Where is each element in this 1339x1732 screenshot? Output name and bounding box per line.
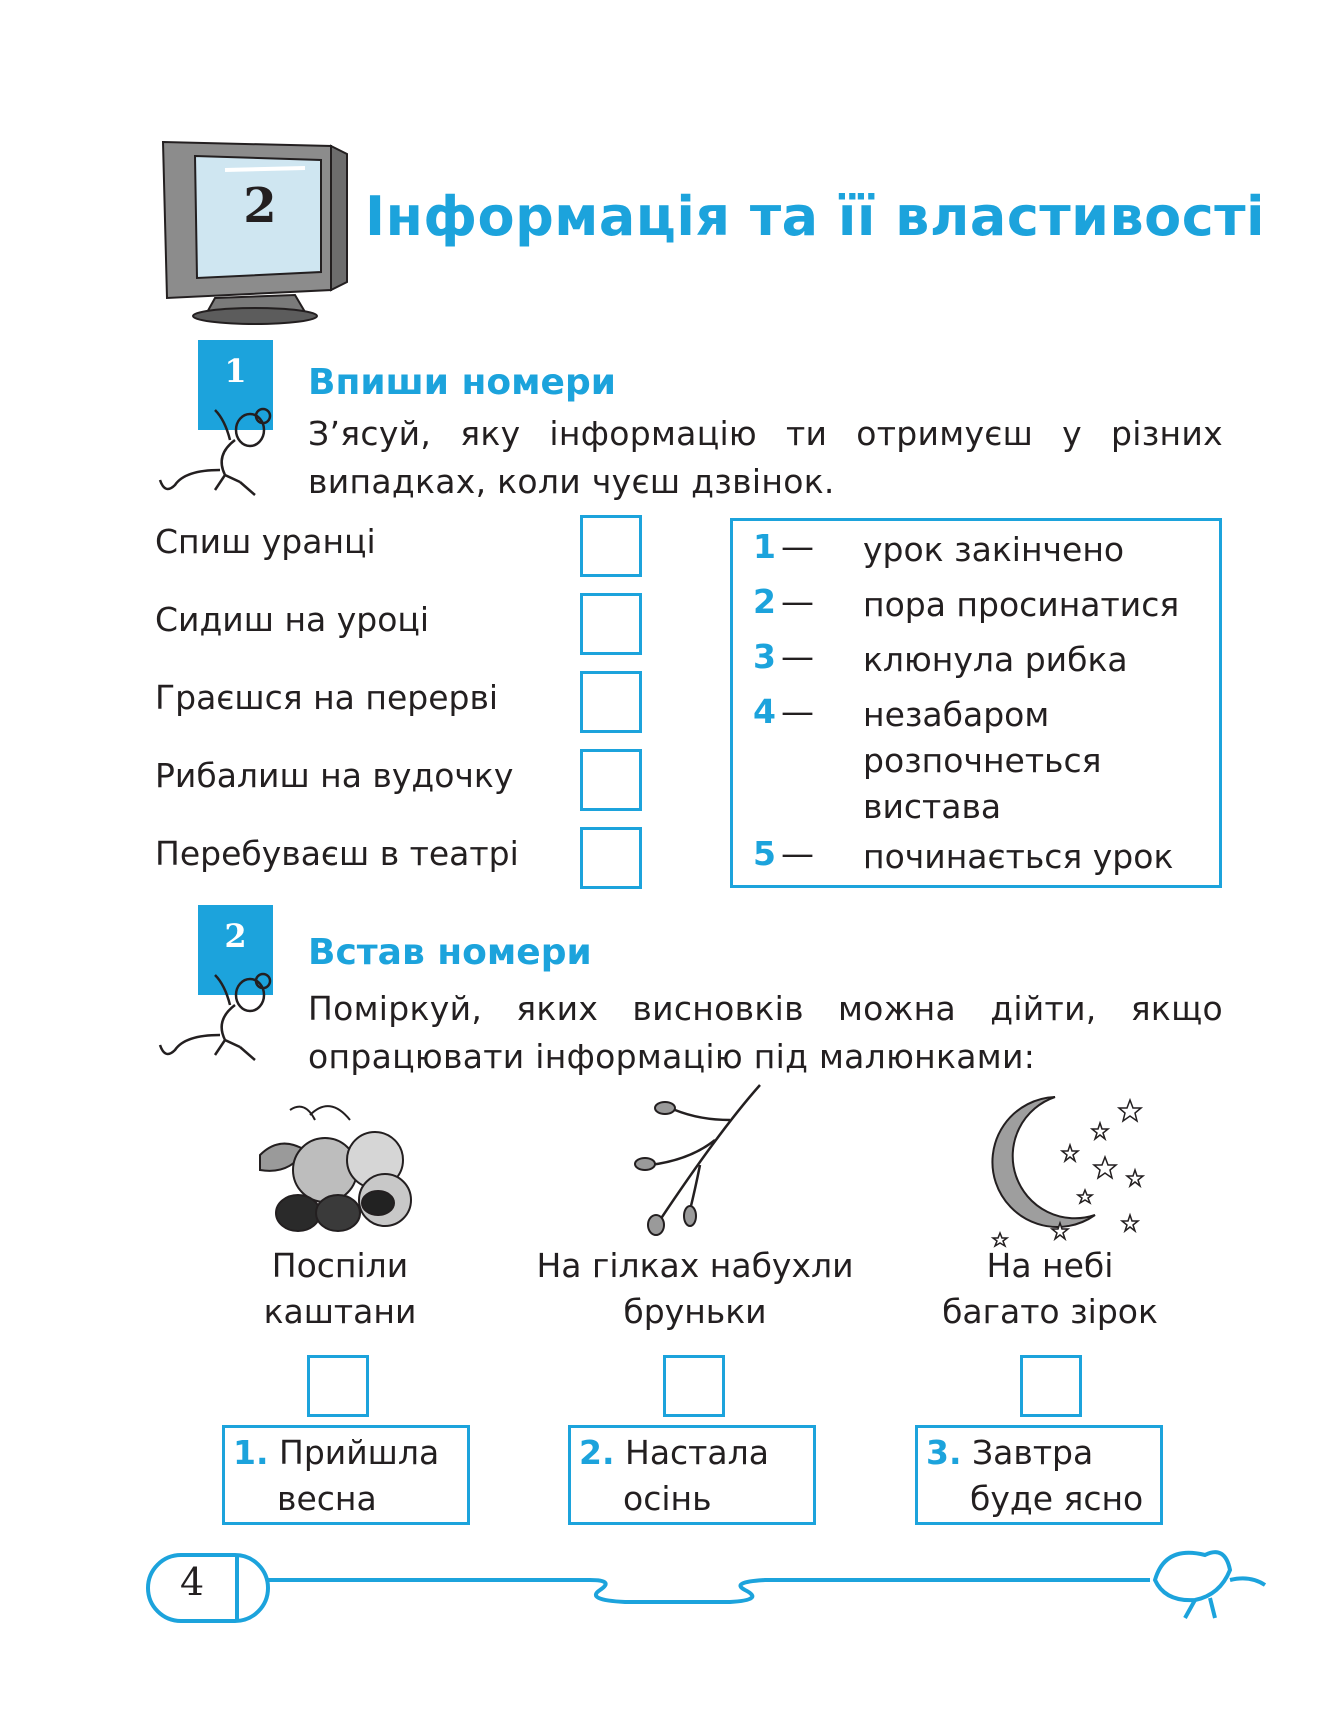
situation-5: Перебуваєш в театрі — [155, 834, 519, 873]
legend-row-4 — [753, 692, 1102, 826]
legend-text: урок закінчено — [863, 530, 1125, 569]
caption-line: бруньки — [623, 1292, 767, 1331]
caption-line: На небі — [986, 1246, 1114, 1285]
legend-text: починається урок — [863, 837, 1174, 876]
conclusion-box-3 — [915, 1425, 1163, 1525]
legend-number: 2 — [753, 582, 776, 621]
caption-line: Поспіли — [271, 1246, 409, 1285]
conclusion-number: 3. — [926, 1433, 962, 1472]
conclusion-line: Завтра — [972, 1433, 1094, 1472]
picture-answer-box-2[interactable] — [663, 1355, 725, 1417]
situation-1: Спиш уранці — [155, 522, 376, 561]
caption-line: На гілках набухли — [536, 1246, 854, 1285]
situation-3: Граєшся на перерві — [155, 678, 499, 717]
answer-box-2[interactable] — [580, 593, 642, 655]
legend-dash: — — [781, 582, 814, 621]
legend-number: 3 — [753, 637, 776, 676]
situation-4: Рибалиш на вудочку — [155, 756, 514, 795]
picture-caption-1 — [200, 1243, 480, 1335]
legend-number: 4 — [753, 692, 776, 731]
conclusion-number: 1. — [233, 1433, 269, 1472]
conclusion-line: Настала — [625, 1433, 769, 1472]
task-1-instructions: З’ясуй, яку інформацію ти отримуєш у різних випадках, коли чуєш дзвінок. — [308, 414, 1223, 501]
conclusion-line: буде ясно — [970, 1479, 1144, 1518]
legend-dash: — — [781, 834, 814, 873]
conclusion-number: 2. — [579, 1433, 615, 1472]
legend-dash: — — [781, 527, 814, 566]
answer-box-5[interactable] — [580, 827, 642, 889]
legend-dash: — — [781, 692, 814, 731]
moon-stars-icon — [960, 1085, 1150, 1250]
legend-number: 1 — [753, 527, 776, 566]
mouse-icon — [155, 400, 285, 500]
caption-line: каштани — [263, 1292, 417, 1331]
task-1-title: Впиши номери — [308, 362, 616, 403]
answer-box-4[interactable] — [580, 749, 642, 811]
legend-text — [863, 692, 1102, 830]
conclusion-box-1 — [222, 1425, 470, 1525]
picture-answer-box-1[interactable] — [307, 1355, 369, 1417]
legend-row-1 — [753, 527, 1125, 569]
legend-text-line: розпочнеться — [863, 741, 1102, 780]
situation-2: Сидиш на уроці — [155, 600, 430, 639]
legend-text: пора просинатися — [863, 585, 1180, 624]
conclusion-box-2 — [568, 1425, 816, 1525]
legend-dash: — — [781, 637, 814, 676]
answer-box-3[interactable] — [580, 671, 642, 733]
chestnuts-icon — [250, 1095, 430, 1240]
legend-text: клюнула рибка — [863, 640, 1128, 679]
legend-number: 5 — [753, 834, 776, 873]
task-2-title: Встав номери — [308, 932, 592, 973]
page-number: 4 — [180, 1560, 205, 1604]
legend-text-line: вистава — [863, 787, 1002, 826]
page-title: Інформація та її властивості — [365, 185, 1266, 248]
budding-branch-icon — [620, 1080, 770, 1240]
mouse-icon — [155, 965, 285, 1065]
legend-row-5 — [753, 834, 1174, 876]
picture-answer-box-3[interactable] — [1020, 1355, 1082, 1417]
legend-text-line: незабаром — [863, 695, 1050, 734]
conclusion-line: Прийшла — [279, 1433, 440, 1472]
picture-caption-3 — [900, 1243, 1200, 1335]
conclusion-line: осінь — [623, 1479, 712, 1518]
task-1-number: 1 — [224, 352, 247, 390]
answer-box-1[interactable] — [580, 515, 642, 577]
legend-row-2 — [753, 582, 1180, 624]
task-2-number: 2 — [224, 917, 247, 955]
task-2-instructions: Поміркуй, яких висновків можна дійти, якщо опрацювати інформацію під малюнками: — [308, 989, 1223, 1076]
legend-row-3 — [753, 637, 1128, 679]
legend-box — [730, 518, 1222, 888]
picture-caption-2 — [515, 1243, 875, 1335]
chapter-number: 2 — [243, 178, 277, 234]
conclusion-line: весна — [277, 1479, 377, 1518]
footer-decoration — [145, 1540, 1275, 1625]
caption-line: багато зірок — [942, 1292, 1158, 1331]
